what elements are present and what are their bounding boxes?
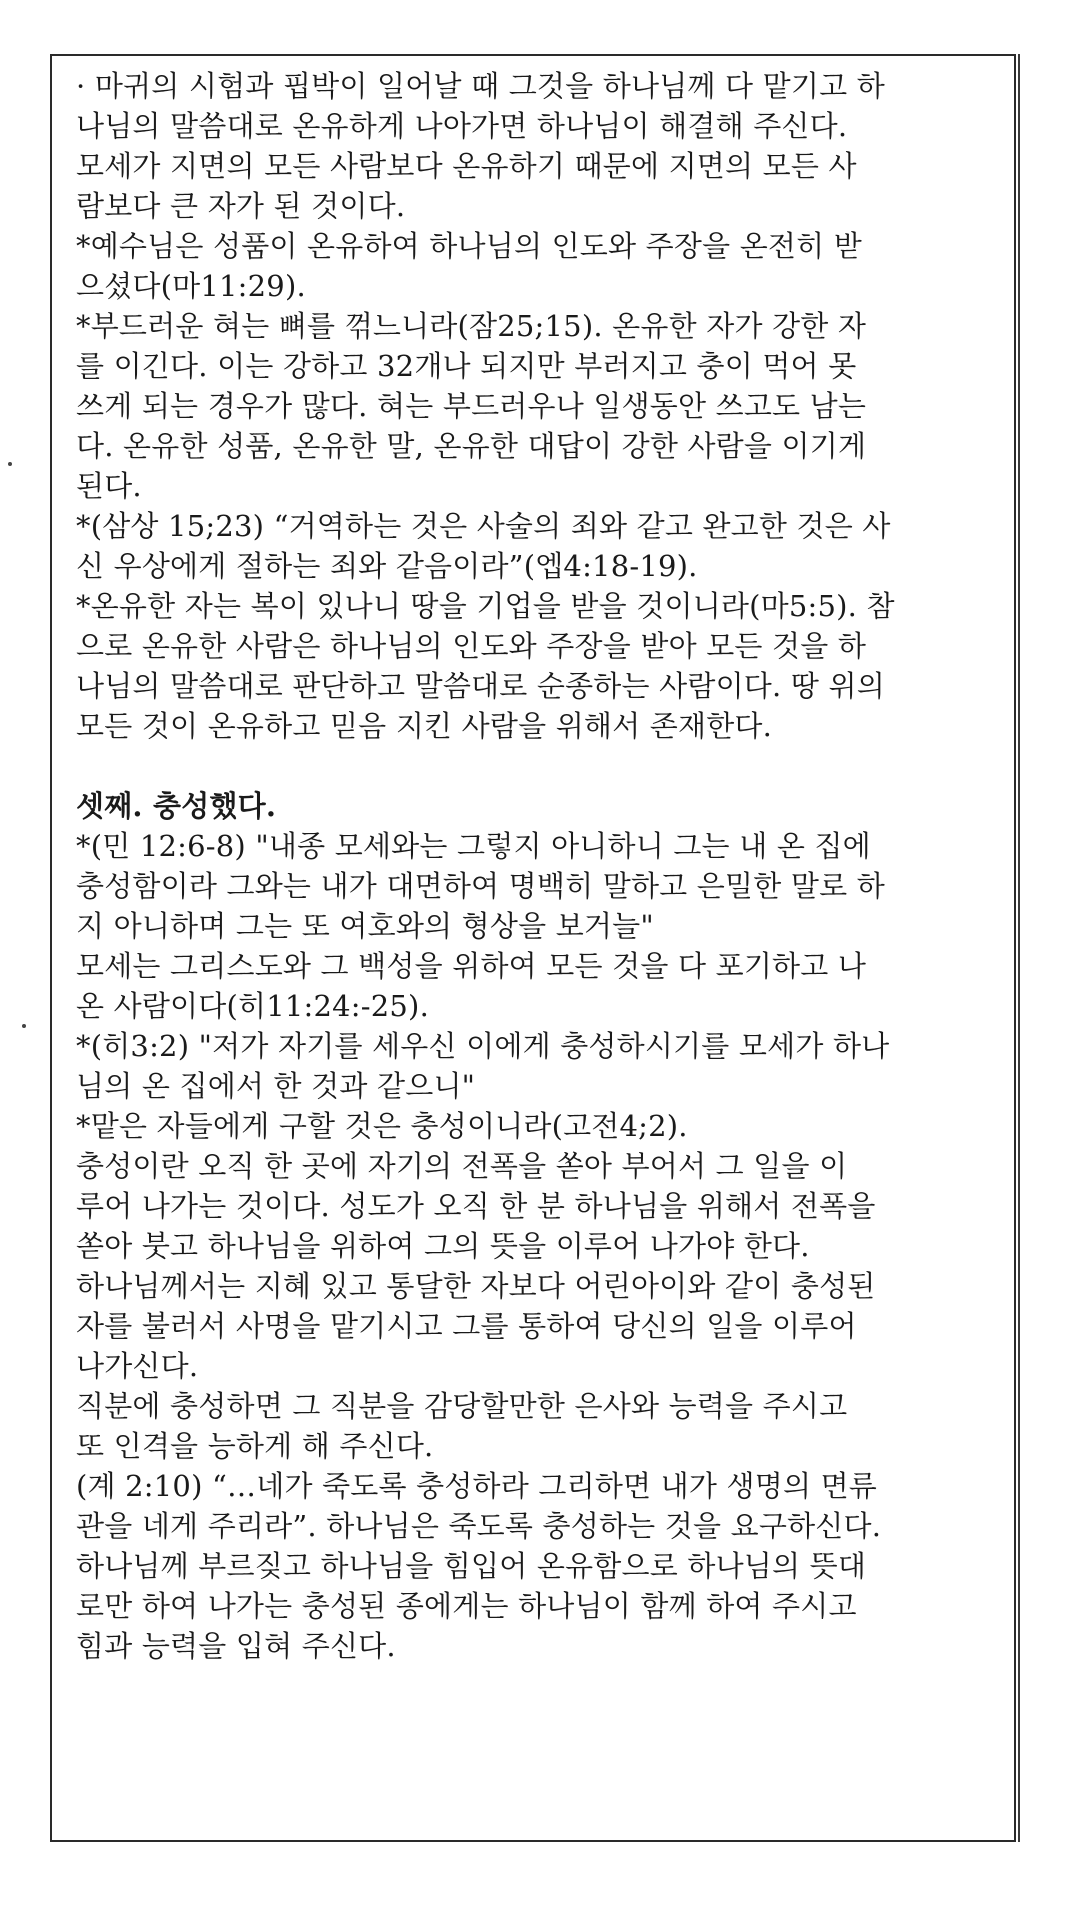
text-line: 관을 네게 주리라”. 하나님은 죽도록 충성하는 것을 요구하신다. (76, 1509, 882, 1543)
text-line: *(히3:2) "저가 자기를 세우신 이에게 충성하시기를 모세가 하나 (76, 1029, 890, 1063)
scan-speck (22, 1024, 26, 1028)
text-line: · 마귀의 시험과 핍박이 일어날 때 그것을 하나님께 다 맡기고 하 (76, 69, 885, 103)
text-line: 충성함이라 그와는 내가 대면하여 명백히 말하고 은밀한 말로 하 (76, 869, 885, 903)
text-line: 된다. (76, 469, 142, 503)
text-line: 또 인격을 능하게 해 주신다. (76, 1429, 434, 1463)
text-line: 모세가 지면의 모든 사람보다 온유하기 때문에 지면의 모든 사 (76, 149, 857, 183)
text-line: 나가신다. (76, 1349, 199, 1383)
page-frame (50, 54, 1016, 1842)
document-body (76, 66, 996, 1666)
text-line: 쏟아 붓고 하나님을 위하여 그의 뜻을 이루어 나가야 한다. (76, 1229, 810, 1263)
text-line: 하나님께서는 지혜 있고 통달한 자보다 어린아이와 같이 충성된 (76, 1269, 876, 1303)
text-line: 신 우상에게 절하는 죄와 같음이라”(엡4:18-19). (76, 549, 698, 583)
text-line: (계 2:10) “…네가 죽도록 충성하라 그리하면 내가 생명의 면류 (76, 1469, 878, 1503)
text-line: 힘과 능력을 입혀 주신다. (76, 1629, 396, 1663)
text-line: 람보다 큰 자가 된 것이다. (76, 189, 406, 223)
text-line: 으로 온유한 사람은 하나님의 인도와 주장을 받아 모든 것을 하 (76, 629, 867, 663)
text-line: *예수님은 성품이 온유하여 하나님의 인도와 주장을 온전히 받 (76, 229, 862, 263)
text-line: 나님의 말씀대로 판단하고 말씀대로 순종하는 사람이다. 땅 위의 (76, 669, 885, 703)
text-line: 루어 나가는 것이다. 성도가 오직 한 분 하나님을 위해서 전폭을 (76, 1189, 876, 1223)
text-line: 충성이란 오직 한 곳에 자기의 전폭을 쏟아 부어서 그 일을 이 (76, 1149, 848, 1183)
text-line: *온유한 자는 복이 있나니 땅을 기업을 받을 것이니라(마5:5). 참 (76, 589, 895, 623)
text-line: *부드러운 혀는 뼈를 꺾느니라(잠25;15). 온유한 자가 강한 자 (76, 309, 867, 343)
text-line: *(민 12:6-8) "내종 모세와는 그렇지 아니하니 그는 내 온 집에 (76, 829, 871, 863)
text-line: 온 사람이다(히11:24:-25). (76, 989, 429, 1023)
text-line: 모세는 그리스도와 그 백성을 위하여 모든 것을 다 포기하고 나 (76, 949, 867, 983)
text-line: 모든 것이 온유하고 믿음 지킨 사람을 위해서 존재한다. (76, 709, 773, 743)
text-line: 직분에 충성하면 그 직분을 감당할만한 은사와 능력을 주시고 (76, 1389, 848, 1423)
text-line: 으셨다(마11:29). (76, 269, 306, 303)
scan-speck (8, 462, 12, 466)
text-line: 하나님께 부르짖고 하나님을 힘입어 온유함으로 하나님의 뜻대 (76, 1549, 867, 1583)
text-line: 를 이긴다. 이는 강하고 32개나 되지만 부러지고 충이 먹어 못 (76, 349, 857, 383)
text-line: 다. 온유한 성품, 온유한 말, 온유한 대답이 강한 사람을 이기게 (76, 429, 867, 463)
text-line: 로만 하여 나가는 충성된 종에게는 하나님이 함께 하여 주시고 (76, 1589, 857, 1623)
text-line: 지 아니하며 그는 또 여호와의 형상을 보거늘" (76, 909, 654, 943)
text-line: 쓰게 되는 경우가 많다. 혀는 부드러우나 일생동안 쓰고도 남는 (76, 389, 867, 423)
text-line: 님의 온 집에서 한 것과 같으니" (76, 1069, 476, 1103)
text-line: 자를 불러서 사명을 맡기시고 그를 통하여 당신의 일을 이루어 (76, 1309, 857, 1343)
section-heading: 셋째. 충성했다. (76, 789, 277, 823)
text-line: *맡은 자들에게 구할 것은 충성이니라(고전4;2). (76, 1109, 688, 1143)
text-line: *(삼상 15;23) “거역하는 것은 사술의 죄와 같고 완고한 것은 사 (76, 509, 891, 543)
text-line: 나님의 말씀대로 온유하게 나아가면 하나님이 해결해 주신다. (76, 109, 848, 143)
